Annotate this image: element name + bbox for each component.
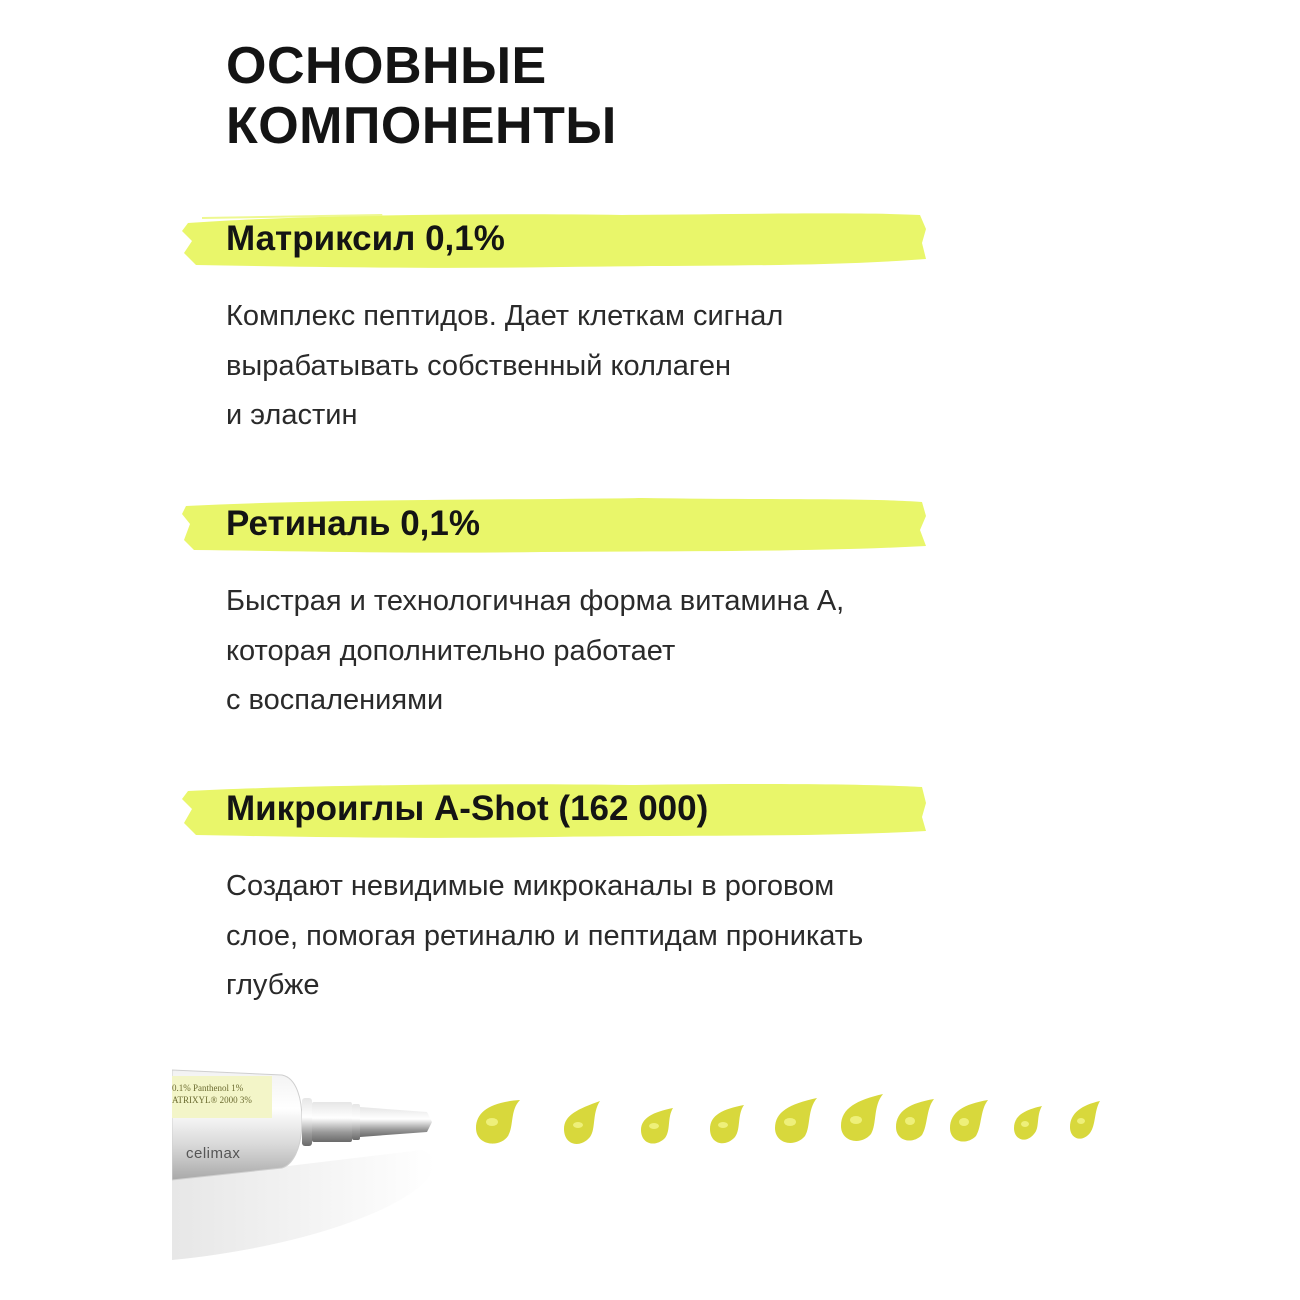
title-line-1: ОСНОВНЫЕ	[226, 37, 547, 95]
tube-label-line: ATRIXYL® 2000 3%	[172, 1095, 252, 1105]
serum-drop-icon	[950, 1100, 988, 1142]
serum-drop-icon	[476, 1100, 520, 1144]
page-title	[226, 36, 617, 156]
serum-drop-icon	[564, 1101, 600, 1144]
serum-drop-icon	[841, 1094, 883, 1141]
component-description	[226, 862, 863, 1011]
description-line: и эластин	[226, 399, 358, 431]
description-line: Создают невидимые микроканалы в роговом	[226, 870, 835, 902]
component-heading: Ретиналь 0,1%	[226, 504, 480, 543]
brand-logo: celimax	[186, 1145, 241, 1162]
description-line: Быстрая и технологичная форма витамина А,	[226, 585, 845, 617]
description-line: слое, помогая ретиналю и пептидам проникать	[226, 919, 864, 952]
serum-drop-icon	[710, 1105, 744, 1143]
component-heading: Матриксил 0,1%	[226, 219, 505, 258]
title-line-2: КОМПОНЕНТЫ	[226, 97, 617, 155]
tube-label	[172, 1082, 252, 1106]
serum-drops	[476, 1094, 1100, 1144]
description-line: которая дополнительно работает	[226, 634, 676, 667]
description-line: Комплекс пептидов. Дает клеткам сигнал	[226, 300, 784, 332]
product-illustration	[172, 1040, 1112, 1260]
description-line: глубже	[226, 969, 320, 1001]
product-image	[172, 1040, 1112, 1260]
component-description	[226, 577, 844, 726]
tube-label-line: 0.1% Panthenol 1%	[172, 1083, 244, 1093]
description-line: вырабатывать собственный коллаген	[226, 349, 732, 382]
serum-drop-icon	[775, 1098, 817, 1143]
description-line: с воспалениями	[226, 684, 444, 716]
serum-drop-icon	[896, 1099, 934, 1141]
serum-drop-icon	[641, 1108, 673, 1144]
serum-drop-icon	[1070, 1101, 1100, 1139]
component-description	[226, 292, 783, 441]
serum-drop-icon	[1014, 1106, 1042, 1140]
component-heading: Микроиглы A-Shot (162 000)	[226, 789, 709, 828]
